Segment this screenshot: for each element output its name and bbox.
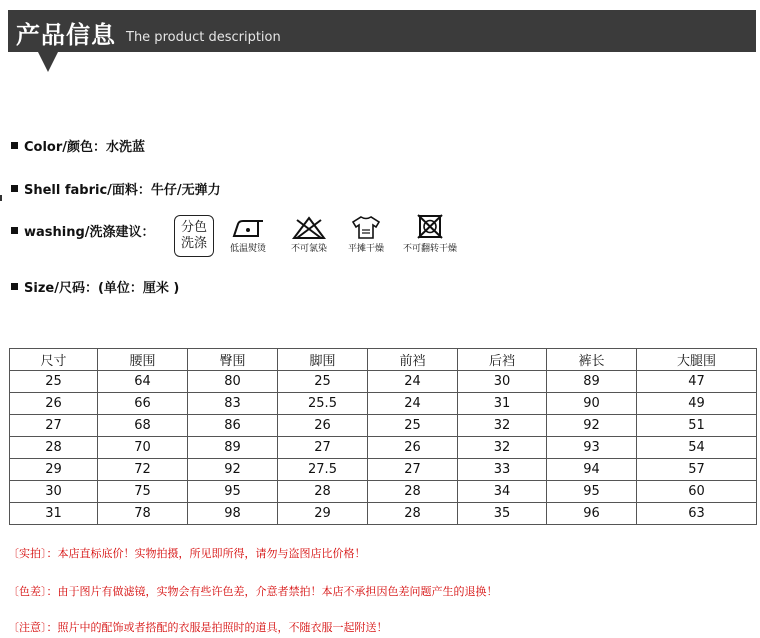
table-cell: 30 xyxy=(10,481,98,503)
care-item-bleach xyxy=(291,216,327,254)
washing-text: washing/洗涤建议： xyxy=(24,225,155,240)
column-header: 腰围 xyxy=(98,349,188,371)
table-cell: 72 xyxy=(98,459,188,481)
table-row xyxy=(10,503,757,525)
table-cell: 80 xyxy=(188,371,278,393)
table-cell: 24 xyxy=(368,371,458,393)
column-header: 裤长 xyxy=(547,349,637,371)
table-cell: 51 xyxy=(637,415,757,437)
table-cell: 57 xyxy=(637,459,757,481)
care-label: 低温熨烫 xyxy=(230,244,267,254)
table-cell: 98 xyxy=(188,503,278,525)
banner-pointer xyxy=(38,52,58,72)
table-cell: 31 xyxy=(10,503,98,525)
page-subtitle: The product description xyxy=(126,30,281,45)
table-cell: 27.5 xyxy=(278,459,368,481)
table-cell: 75 xyxy=(98,481,188,503)
table-cell: 33 xyxy=(458,459,547,481)
note-accessories: 〔注意〕：照片中的配饰或者搭配的衣服是拍照时的道具，不随衣服一起附送！ xyxy=(8,621,388,634)
table-cell: 83 xyxy=(188,393,278,415)
table-cell: 28 xyxy=(368,503,458,525)
table-cell: 31 xyxy=(458,393,547,415)
table-cell: 35 xyxy=(458,503,547,525)
table-cell: 32 xyxy=(458,415,547,437)
wash-separately-badge xyxy=(174,215,214,257)
no-tumble-dry-icon xyxy=(416,214,444,240)
table-cell: 25.5 xyxy=(278,393,368,415)
table-cell: 28 xyxy=(10,437,98,459)
table-cell: 26 xyxy=(278,415,368,437)
table-cell: 64 xyxy=(98,371,188,393)
care-label: 平摊干燥 xyxy=(348,244,385,254)
table-cell: 86 xyxy=(188,415,278,437)
iron-low-temp-icon xyxy=(230,216,266,240)
table-cell: 94 xyxy=(547,459,637,481)
care-label: 不可氯染 xyxy=(291,244,328,254)
page-title: 产品信息 xyxy=(16,21,116,49)
table-cell: 96 xyxy=(547,503,637,525)
bullet-icon xyxy=(11,142,18,149)
table-cell: 25 xyxy=(368,415,458,437)
table-cell: 26 xyxy=(10,393,98,415)
table-row xyxy=(10,437,757,459)
fabric-text: Shell fabric/面料：牛仔/无弹力 xyxy=(24,183,221,198)
edge-mark xyxy=(0,195,2,201)
table-cell: 92 xyxy=(188,459,278,481)
table-cell: 60 xyxy=(637,481,757,503)
table-row xyxy=(10,459,757,481)
table-cell: 47 xyxy=(637,371,757,393)
column-header: 前裆 xyxy=(368,349,458,371)
column-header: 脚围 xyxy=(278,349,368,371)
table-cell: 28 xyxy=(278,481,368,503)
table-cell: 93 xyxy=(547,437,637,459)
table-cell: 89 xyxy=(547,371,637,393)
table-cell: 78 xyxy=(98,503,188,525)
table-cell: 90 xyxy=(547,393,637,415)
table-cell: 34 xyxy=(458,481,547,503)
size-table xyxy=(9,348,757,525)
table-header-row xyxy=(10,349,757,371)
fabric-row xyxy=(11,179,221,198)
table-cell: 68 xyxy=(98,415,188,437)
table-cell: 29 xyxy=(10,459,98,481)
bullet-icon xyxy=(11,283,18,290)
size-row xyxy=(11,277,179,296)
table-cell: 27 xyxy=(278,437,368,459)
wash-separately-line2: 洗涤 xyxy=(180,236,207,251)
table-cell: 95 xyxy=(547,481,637,503)
care-item-iron xyxy=(230,216,266,254)
column-header: 大腿围 xyxy=(637,349,757,371)
table-cell: 95 xyxy=(188,481,278,503)
table-row xyxy=(10,371,757,393)
table-cell: 25 xyxy=(278,371,368,393)
table-cell: 28 xyxy=(368,481,458,503)
bullet-icon xyxy=(11,227,18,234)
table-cell: 27 xyxy=(10,415,98,437)
table-cell: 25 xyxy=(10,371,98,393)
column-header: 后裆 xyxy=(458,349,547,371)
table-cell: 49 xyxy=(637,393,757,415)
dry-flat-icon xyxy=(350,214,382,240)
table-row xyxy=(10,481,757,503)
header-banner xyxy=(8,10,756,52)
table-cell: 66 xyxy=(98,393,188,415)
table-cell: 30 xyxy=(458,371,547,393)
no-bleach-icon xyxy=(292,216,326,240)
washing-row xyxy=(11,221,155,240)
care-item-dry-flat xyxy=(348,214,384,254)
note-real-shot: 〔实拍〕：本店直标底价！实物拍摄，所见即所得，请勿与盗图店比价格！ xyxy=(8,547,366,560)
table-cell: 32 xyxy=(458,437,547,459)
color-row xyxy=(11,136,145,155)
table-cell: 24 xyxy=(368,393,458,415)
table-cell: 70 xyxy=(98,437,188,459)
table-row xyxy=(10,415,757,437)
bullet-icon xyxy=(11,185,18,192)
color-text: Color/颜色：水洗蓝 xyxy=(24,140,146,155)
column-header: 尺寸 xyxy=(10,349,98,371)
table-cell: 29 xyxy=(278,503,368,525)
table-cell: 92 xyxy=(547,415,637,437)
care-label: 不可翻转干燥 xyxy=(403,244,458,254)
care-item-tumble xyxy=(403,214,457,254)
table-cell: 54 xyxy=(637,437,757,459)
table-cell: 63 xyxy=(637,503,757,525)
note-color-difference: 〔色差〕：由于图片有做滤镜，实物会有些许色差，介意者禁拍！本店不承担因色差问题产生的退换！ xyxy=(8,585,498,598)
size-text: Size/尺码：(单位：厘米 ) xyxy=(24,281,180,296)
table-row xyxy=(10,393,757,415)
table-cell: 89 xyxy=(188,437,278,459)
wash-separately-line1: 分色 xyxy=(180,220,207,235)
table-cell: 27 xyxy=(368,459,458,481)
column-header: 臀围 xyxy=(188,349,278,371)
table-cell: 26 xyxy=(368,437,458,459)
